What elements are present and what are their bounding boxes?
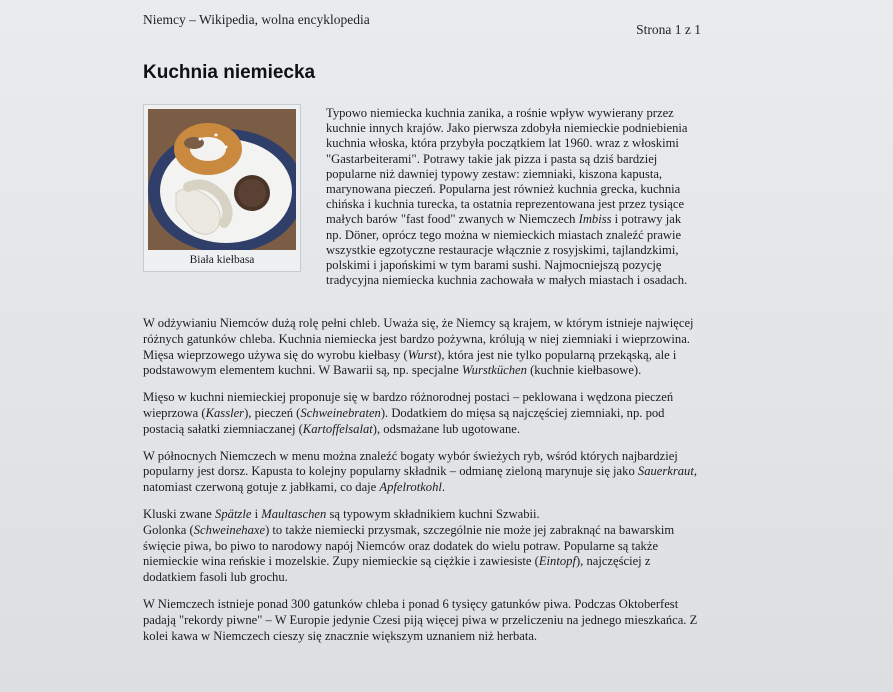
- text: są typowym składnikiem kuchni Szwabii.: [326, 506, 540, 521]
- text: Kluski zwane: [143, 506, 216, 521]
- term-wurst: Wurst: [407, 347, 438, 362]
- figure-caption: Biała kiełbasa: [189, 254, 255, 266]
- paragraph-bread: [143, 316, 703, 379]
- term-kartoffelsalat: Kartoffelsalat: [302, 421, 373, 436]
- intro-text-1: Typowo niemiecka kuchnia zanika, a rośnie wpływ wywierany przez kuchnie innych krajów. Jako pierwsza zdobyła niemieckie podniebienia kuchnia włoska, która przybyła początkiem lat 1960. wraz z włoskimi "Gastarbeiterami". Potrawy takie jak pizza i pasta są dziś bardziej popularne niż dawniej typowy zestaw: ziemniaki, kiszona kapusta, marynowana pieczeń. Popularna jest również kuchnia grecka, kuchnia chińska i kuchnia turecka, ta ostatnia reprezentowana jest przez tysiące małych barów "fast food" zwanych w Niemczech: [326, 106, 688, 227]
- paragraph-swabia: [143, 507, 703, 586]
- page-header-site-title: Niemcy – Wikipedia, wolna encyklopedia: [143, 12, 370, 27]
- term-schweinehaxe: Schweinehaxe: [193, 522, 266, 537]
- term-eintopf: Eintopf: [538, 554, 576, 569]
- weisswurst-photo-illustration: [148, 109, 296, 250]
- term-maultaschen: Maultaschen: [261, 506, 327, 521]
- text: Mięso w kuchni niemieckiej proponuje się w bardzo różnorodnej postaci – peklowana i wędzona pieczeń wieprzowa (: [143, 390, 674, 420]
- text: W północnych Niemczech w menu można znaleźć bogaty wybór świeżych ryb, wśród których najbardziej popularny jest dorsz. Kapusta to kolejny popularny składnik – odmianę zieloną marynuje się jako: [143, 448, 678, 479]
- paragraph-fish: [143, 449, 703, 496]
- intro-term-imbiss: Imbiss: [578, 212, 612, 227]
- text: ). Dodatkiem do mięsa są najczęściej ziemniaki, np. pod postacią sałatki ziemniaczanej (: [143, 405, 665, 436]
- text: (kuchnie kiełbasowe).: [526, 363, 642, 378]
- text: .: [441, 480, 446, 495]
- weisswurst-photo: [148, 109, 296, 250]
- text: , natomiast czerwoną gotuje z jabłkami, co daje: [143, 464, 698, 495]
- text: ), pieczeń (: [244, 405, 301, 420]
- text: ) to także niemiecki przysmak, szczególnie nie może jej zabraknąć na bawarskim święcie piwa, bo piwo to narodowy napój Niemców oraz dodatek do wielu potraw. Popularne są także niemieckie wina reńskie i mozelskie. Zupy niemieckie są ciężkie i zawiesiste (: [143, 522, 675, 569]
- term-schweinebraten: Schweinebraten: [300, 405, 381, 420]
- text: ), która jest nie tylko popularną przekąską, ale i podstawowym elementem kuchni. W Bawarii są, np. specjalne: [143, 347, 677, 378]
- intro-text-2: i potrawy jak np. Döner, oprócz tego można w niemieckich miastach znaleźć prawie wszystkie egzotyczne restauracje włącznie z rosyjskimi, tajlandzkimi, polskimi i japońskimi w tym barami sushi. Najmocniejszą pozycję tradycyjna niemiecka kuchnia zachowała w małych miastach i osadach.: [326, 212, 688, 288]
- text: Golonka (: [143, 522, 194, 537]
- term-apfelrotkohl: Apfelrotkohl: [379, 480, 442, 495]
- text: W odżywianiu Niemców dużą rolę pełni chleb. Uważa się, że Niemcy są krajem, w którym istnieje najwięcej różnych gatunków chleba. Kuchnia niemiecka jest bardzo pożywna, królują w niej ziemniaki i wieprzowina. Mięsa wieprzowego używa się do wyrobu kiełbasy (: [143, 316, 694, 362]
- text: i: [251, 506, 262, 521]
- intro-paragraph: [326, 106, 692, 288]
- article-body: [143, 316, 703, 655]
- term-wurstkuchen: Wurstküchen: [461, 363, 527, 378]
- term-kassler: Kassler: [205, 405, 245, 420]
- figure: [143, 104, 301, 272]
- text: ), najczęściej z dodatkiem fasoli lub grochu.: [143, 554, 651, 585]
- article-title: Kuchnia niemiecka: [143, 62, 316, 83]
- term-spatzle: Spätzle: [215, 506, 252, 521]
- term-sauerkraut: Sauerkraut: [637, 464, 694, 479]
- paragraph-beer: W Niemczech istnieje ponad 300 gatunków chleba i ponad 6 tysięcy gatunków piwa. Podczas Oktoberfest padają "rekordy piwne" – W Europie jedynie Czesi piją więcej piwa w przeliczeniu na jednego mieszkańca. Z kolei kawa w Niemczech cieszy się znacznie większym uznaniem niż herbata.: [143, 596, 698, 643]
- paragraph-meat: [143, 390, 703, 437]
- text: ), odsmażane lub ugotowane.: [372, 421, 521, 436]
- page-number: Strona 1 z 1: [636, 22, 701, 37]
